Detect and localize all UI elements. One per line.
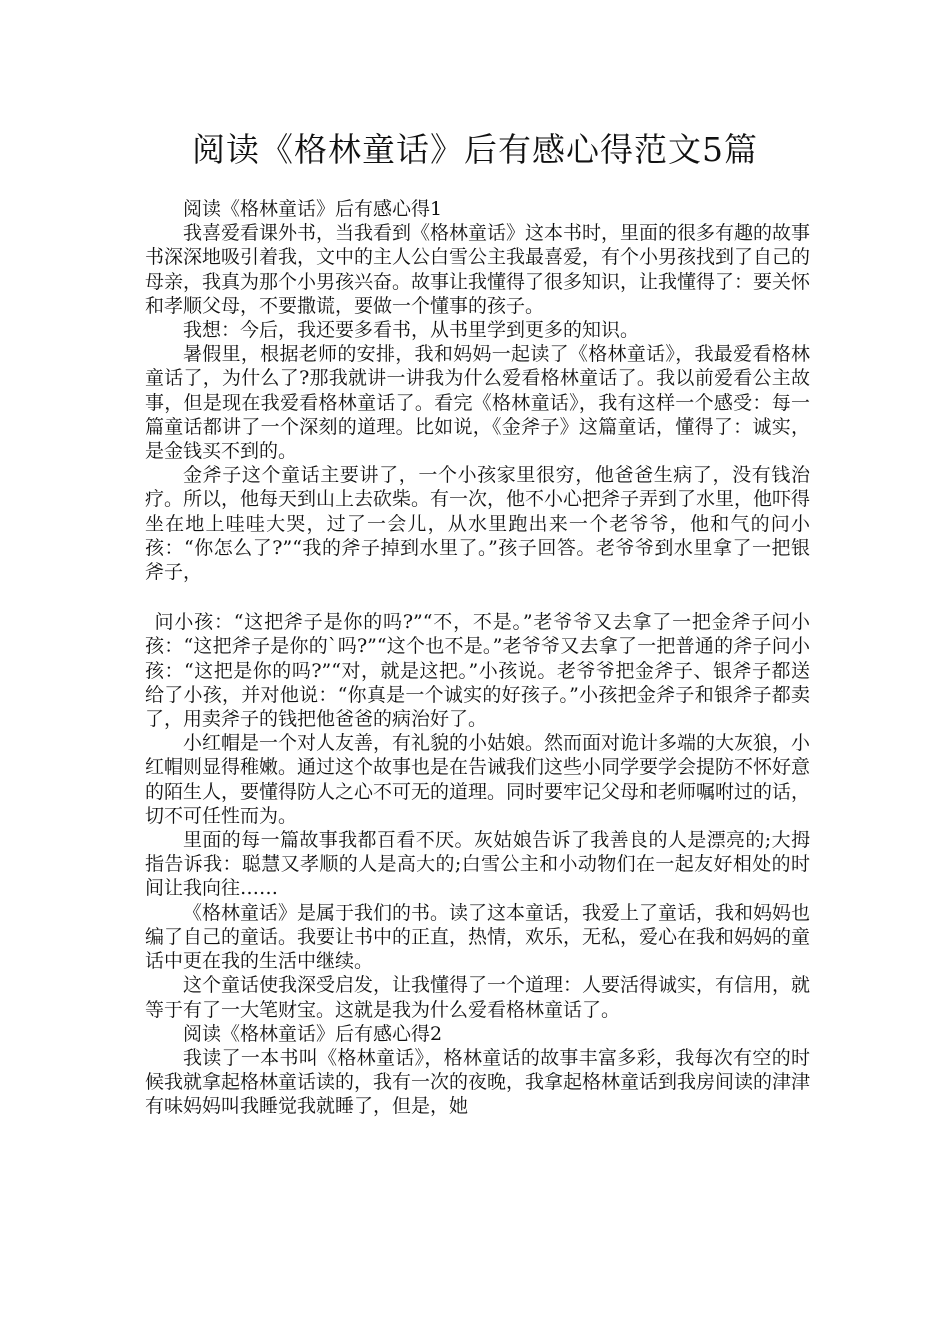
paragraph: 《格林童话》是属于我们的书。读了这本童话，我爱上了童话，我和妈妈也编了自己的童话。我要让书中的正直，热情，欢乐，无私，爱心在我和妈妈的童话中更在我的生活中继续。 bbox=[145, 901, 811, 973]
paragraph: 里面的每一篇故事我都百看不厌。灰姑娘告诉了我善良的人是漂亮的;大拇指告诉我：聪慧又孝顺的人是高大的;白雪公主和小动物们在一起友好相处的时间让我向往…… bbox=[145, 829, 810, 900]
paragraph: 小红帽是一个对人友善，有礼貌的小姑娘。然而面对诡计多端的大灰狼，小红帽则显得稚嫩。通过这个故事也是在告诫我们这些小同学要学会提防不怀好意的陌生人，要懂得防人之心不可无的道理。同时要牢记父母和老师嘱咐过的话，切不可任性而为。 bbox=[145, 732, 811, 827]
paragraph: 我喜爱看课外书，当我看到《格林童话》这本书时，里面的很多有趣的故事书深深地吸引着我，文中的主人公白雪公主我最喜爱，有个小男孩找到了自己的母亲，我真为那个小男孩兴奋。故事让我懂得了很多知识，让我懂得了：要关怀和孝顺父母，不要撒谎，要做一个懂事的孩子。 bbox=[145, 222, 811, 317]
section-heading-1: 阅读《格林童话》后有感心得1 bbox=[183, 198, 443, 220]
paragraph-continued: 问小孩：“这把斧子是你的吗?”“不，不是。”老爷爷又去拿了一把金斧子问小孩：“这把斧子是你的`吗?”“这个也不是。”老爷爷又去拿了一把普通的斧子问小孩：“这把是你的吗?”“对，就是这把。”小孩说。老爷爷把金斧子、银斧子都送给了小孩，并对他说：“你真是一个诚实的好孩子。”小孩把金斧子和银斧子都卖了，用卖斧子的钱把他爸爸的病治好了。 bbox=[145, 611, 810, 731]
paragraph: 这个童话使我深受启发，让我懂得了一个道理：人要活得诚实，有信用，就等于有了一大笔财宝。这就是我为什么爱看格林童话了。 bbox=[145, 974, 811, 1021]
document-body bbox=[145, 197, 810, 1119]
paragraph: 我读了一本书叫《格林童话》，格林童话的故事丰富多彩，我每次有空的时候我就拿起格林童话读的，我有一次的夜晚，我拿起格林童话到我房间读的津津有味妈妈叫我睡觉我就睡了，但是，她 bbox=[145, 1046, 811, 1118]
section-heading-2: 阅读《格林童话》后有感心得2 bbox=[183, 1022, 443, 1045]
paragraph: 暑假里，根据老师的安排，我和妈妈一起读了《格林童话》，我最爱看格林童话了，为什么了?那我就讲一讲我为什么爱看格林童话了。我以前爱看公主故事，但是现在我爱看格林童话了。看完《格林童话》，我有这样一个感受：每一篇童话都讲了一个深刻的道理。比如说，《金斧子》这篇童话，懂得了：诚实，是金钱买不到的。 bbox=[145, 343, 810, 463]
document-title: 阅读《格林童话》后有感心得范文5篇 bbox=[192, 130, 758, 169]
paragraph: 我想：今后，我还要多看书，从书里学到更多的知识。 bbox=[183, 319, 640, 342]
paragraph: 金斧子这个童话主要讲了，一个小孩家里很穷，他爸爸生病了，没有钱治疗。所以，他每天到山上去砍柴。有一次，他不小心把斧子弄到了水里，他吓得坐在地上哇哇大哭，过了一会儿，从水里跑出来一个老爷爷，他和气的问小孩：“你怎么了?”“我的斧子掉到水里了。”孩子回答。老爷爷到水里拿了一把银斧子， bbox=[145, 464, 811, 584]
